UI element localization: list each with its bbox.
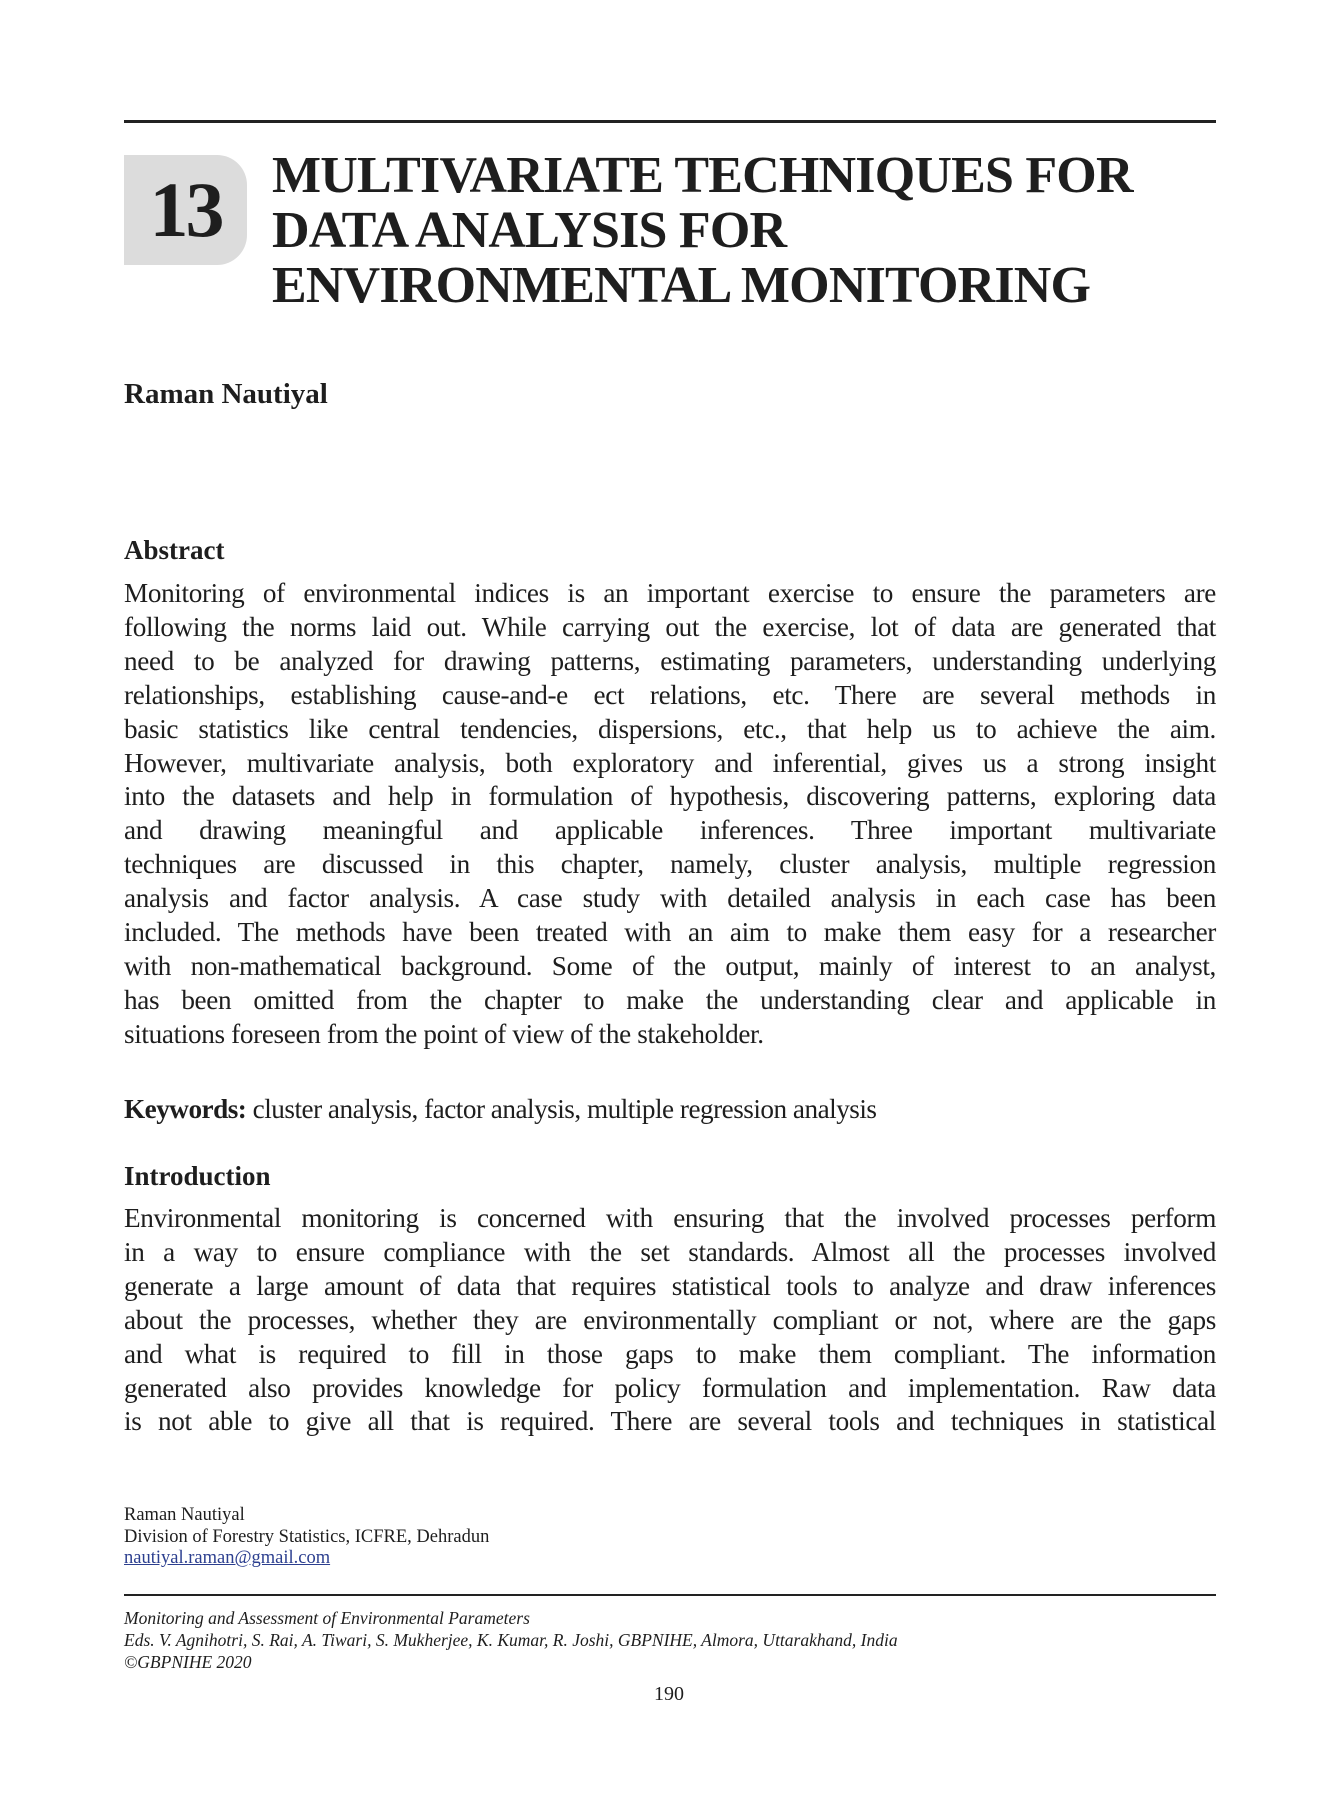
- author-email-link[interactable]: nautiyal.raman@gmail.com: [124, 1548, 331, 1568]
- chapter-title-line: MULTIVARIATE TECHNIQUES FOR: [272, 147, 1133, 204]
- text-line: basic statistics like central tendencies, dispersions, etc., that help us to achieve the aim.: [124, 713, 1216, 744]
- abstract-heading: Abstract: [124, 535, 225, 565]
- text-line: included. The methods have been treated with an aim to make them easy for a researcher: [124, 917, 1216, 948]
- text-line: situations foreseen from the point of view of the stakeholder.: [124, 1018, 764, 1049]
- book-editors: Eds. V. Agnihotri, S. Rai, A. Tiwari, S. Mukherjee, K. Kumar, R. Joshi, GBPNIHE, Almora, Uttarakhand, India: [124, 1630, 898, 1650]
- text-line: However, multivariate analysis, both exploratory and inferential, gives us a strong insight: [124, 747, 1216, 778]
- text-line: generate a large amount of data that requires statistical tools to analyze and draw inferences: [124, 1270, 1216, 1301]
- chapter-title: [272, 148, 1192, 313]
- text-line: Environmental monitoring is concerned with ensuring that the involved processes perform: [124, 1203, 1216, 1233]
- page-number: 190: [654, 1683, 684, 1705]
- introduction-body: [124, 1202, 1216, 1439]
- copyright: ©GBPNIHE 2020: [124, 1652, 252, 1672]
- text-line: has been omitted from the chapter to make the understanding clear and applicable in: [124, 984, 1216, 1015]
- author-name: Raman Nautiyal: [124, 378, 328, 410]
- text-line: about the processes, whether they are environmentally compliant or not, where are the gaps: [124, 1304, 1216, 1335]
- text-line: is not able to give all that is required. There are several tools and techniques in statistical: [124, 1406, 1216, 1437]
- chapter-number: 13: [149, 166, 222, 253]
- keywords: [124, 1094, 877, 1125]
- introduction-heading: Introduction: [124, 1161, 271, 1191]
- author-affiliation: [124, 1505, 489, 1570]
- text-line: in a way to ensure compliance with the set standards. Almost all the processes involved: [124, 1236, 1216, 1267]
- text-line: with non-mathematical background. Some of the output, mainly of interest to an analyst,: [124, 950, 1216, 981]
- affiliation-name: Raman Nautiyal: [124, 1505, 245, 1525]
- book-title: Monitoring and Assessment of Environmental Parameters: [124, 1608, 530, 1628]
- text-line: into the datasets and help in formulation of hypothesis, discovering patterns, exploring data: [124, 781, 1216, 812]
- text-line: following the norms laid out. While carrying out the exercise, lot of data are generated that: [124, 611, 1216, 642]
- text-line: and what is required to fill in those gaps to make them compliant. The information: [124, 1338, 1216, 1369]
- chapter-title-line: DATA ANALYSIS FOR: [272, 202, 787, 259]
- chapter-title-line: ENVIRONMENTAL MONITORING: [272, 257, 1091, 314]
- keywords-label: Keywords:: [124, 1094, 247, 1124]
- text-line: generated also provides knowledge for policy formulation and implementation. Raw data: [124, 1372, 1216, 1403]
- affiliation-institution: Division of Forestry Statistics, ICFRE, Dehradun: [124, 1526, 490, 1547]
- keywords-text: cluster analysis, factor analysis, multiple regression analysis: [246, 1094, 877, 1124]
- chapter-number-badge: [124, 155, 247, 265]
- text-line: and drawing meaningful and applicable inferences. Three important multivariate: [124, 815, 1216, 846]
- footer-rule: [124, 1594, 1216, 1596]
- text-line: techniques are discussed in this chapter, namely, cluster analysis, multiple regression: [124, 849, 1216, 880]
- top-rule: [124, 120, 1216, 123]
- text-line: analysis and factor analysis. A case study with detailed analysis in each case has been: [124, 883, 1216, 914]
- text-line: relationships, establishing cause-and-e ect relations, etc. There are several methods in: [124, 679, 1216, 710]
- book-info: [124, 1607, 898, 1673]
- text-line: need to be analyzed for drawing patterns, estimating parameters, understanding underlying: [124, 645, 1216, 676]
- abstract-body: [124, 577, 1216, 1052]
- text-line: Monitoring of environmental indices is an important exercise to ensure the parameters are: [124, 578, 1216, 608]
